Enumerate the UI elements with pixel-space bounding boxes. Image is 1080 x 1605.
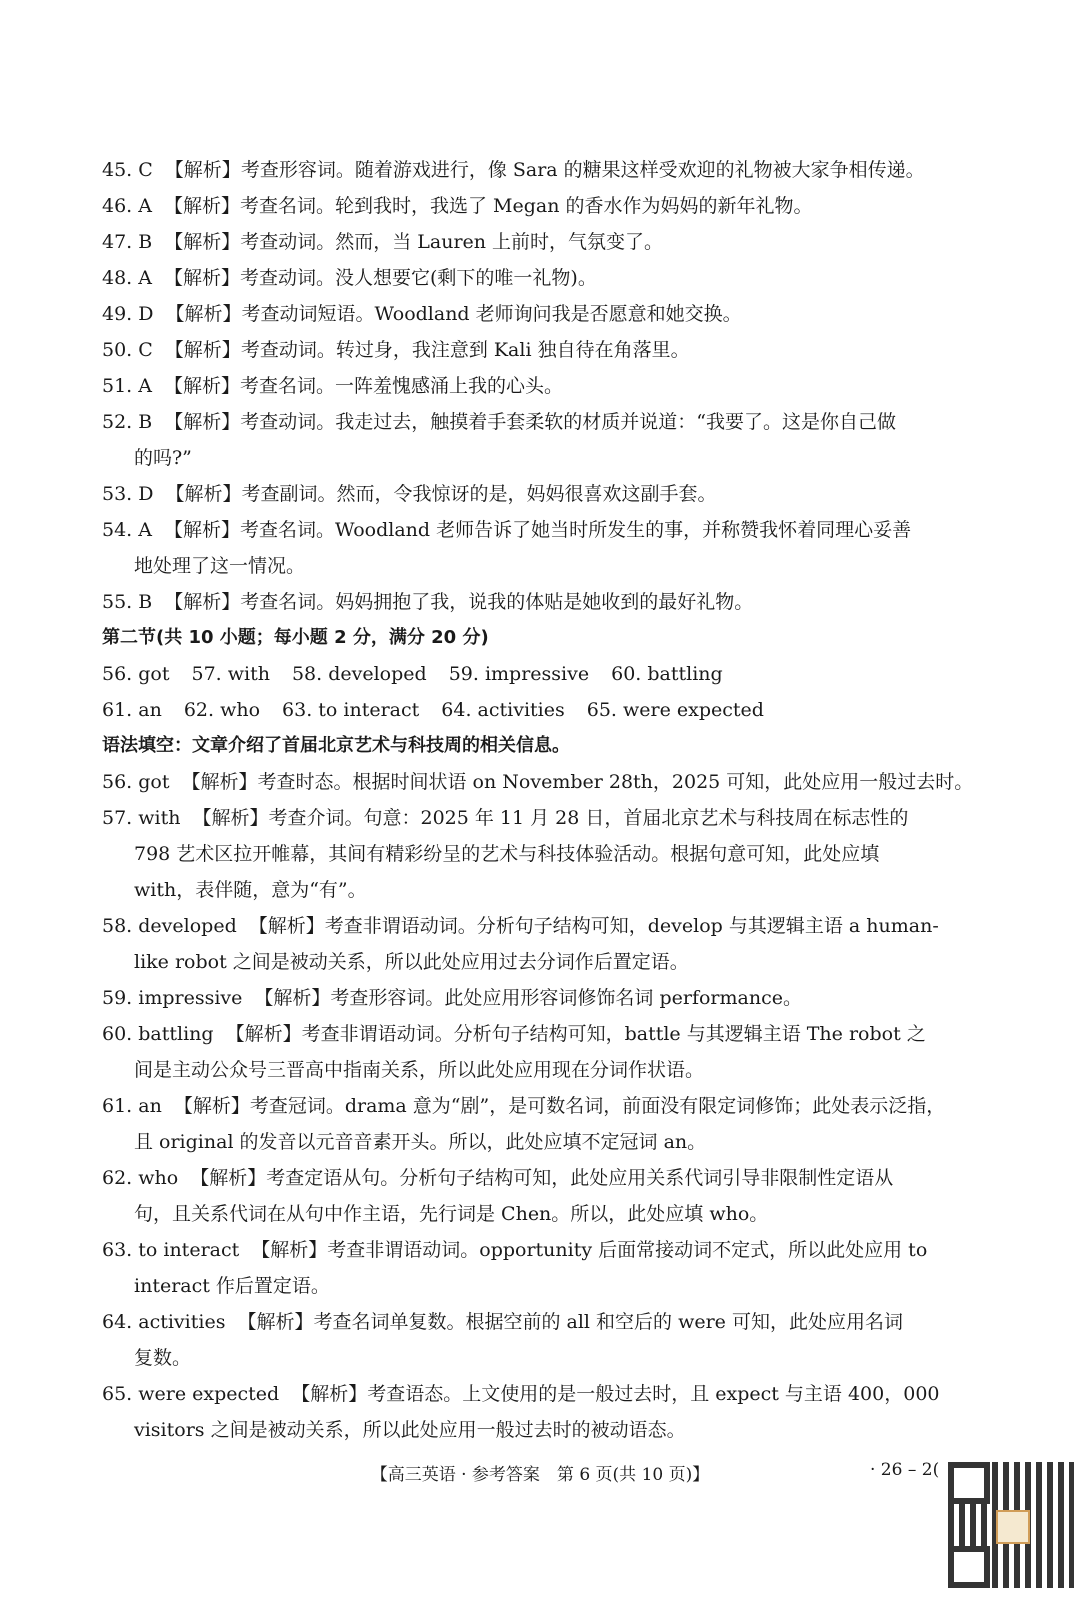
explanation-item bbox=[102, 908, 982, 980]
answer-row-1 bbox=[102, 656, 982, 692]
answer-row-2 bbox=[102, 692, 982, 728]
item-number: 59. impressive bbox=[102, 987, 243, 1009]
explanation-item bbox=[102, 584, 982, 620]
item-number: 52. B bbox=[102, 411, 153, 433]
explanation-item bbox=[102, 1376, 982, 1448]
analysis-text: 考查名词。Woodland 老师告诉了她当时所发生的事，并称赞我怀着同理心妥善 bbox=[240, 519, 912, 541]
analysis-label: 【解析】 bbox=[164, 159, 241, 181]
explanation-item bbox=[102, 188, 982, 224]
analysis-label: 【解析】 bbox=[163, 195, 240, 217]
analysis-text-continued: visitors 之间是被动关系，所以此处应用一般过去时的被动语态。 bbox=[134, 1419, 686, 1441]
item-number: 50. C bbox=[102, 339, 153, 361]
analysis-label: 【解析】 bbox=[181, 771, 258, 793]
analysis-text-continued: 的吗?” bbox=[134, 447, 192, 469]
analysis-label: 【解析】 bbox=[163, 519, 240, 541]
analysis-label: 【解析】 bbox=[225, 1023, 302, 1045]
analysis-label: 【解析】 bbox=[248, 915, 325, 937]
analysis-label: 【解析】 bbox=[163, 267, 240, 289]
analysis-text: 考查非谓语动词。分析句子结构可知，battle 与其逻辑主语 The robot 之 bbox=[301, 1023, 926, 1045]
explanation-item bbox=[102, 476, 982, 512]
item-number: 45. C bbox=[102, 159, 153, 181]
explanation-item bbox=[102, 800, 982, 908]
item-number: 64. activities bbox=[102, 1311, 226, 1333]
analysis-text: 考查非谓语动词。opportunity 后面常接动词不定式，所以此处应用 to bbox=[327, 1239, 928, 1261]
analysis-label: 【解析】 bbox=[251, 1239, 328, 1261]
qr-logo-icon bbox=[996, 1510, 1030, 1544]
explanation-item bbox=[102, 1160, 982, 1232]
qr-code-icon bbox=[948, 1462, 1074, 1588]
analysis-text-continued: 间是主动公众号三晋高中指南关系，所以此处应用现在分词作状语。 bbox=[134, 1059, 705, 1081]
analysis-text-continued: with，表伴随，意为“有”。 bbox=[134, 879, 367, 901]
item-number: 61. an bbox=[102, 1095, 162, 1117]
answer-58: 58. developed bbox=[291, 663, 427, 685]
analysis-text: 考查定语从句。分析句子结构可知，此处应用关系代词引导非限制性定语从 bbox=[266, 1167, 894, 1189]
footer-code: · 26 – 2( bbox=[870, 1460, 940, 1480]
item-number: 46. A bbox=[102, 195, 152, 217]
analysis-text-continued: 复数。 bbox=[134, 1347, 192, 1369]
analysis-text-continued: 798 艺术区拉开帷幕，其间有精彩纷呈的艺术与科技体验活动。根据句意可知，此处应填 bbox=[134, 843, 880, 865]
answer-62: 62. who bbox=[183, 699, 261, 721]
answer-57: 57. with bbox=[191, 663, 270, 685]
item-number: 57. with bbox=[102, 807, 181, 829]
analysis-text-continued: like robot 之间是被动关系，所以此处应用过去分词作后置定语。 bbox=[134, 951, 689, 973]
analysis-text-continued: interact 作后置定语。 bbox=[134, 1275, 330, 1297]
footer-title: 【高三英语 · 参考答案 第 6 页(共 10 页)】 bbox=[370, 1465, 710, 1485]
explanation-item bbox=[102, 764, 982, 800]
analysis-text: 考查名词。轮到我时，我选了 Megan 的香水作为妈妈的新年礼物。 bbox=[240, 195, 813, 217]
explanation-item bbox=[102, 224, 982, 260]
explanation-item bbox=[102, 980, 982, 1016]
analysis-label: 【解析】 bbox=[164, 231, 241, 253]
item-number: 51. A bbox=[102, 375, 152, 397]
analysis-text-continued: 句，且关系代词在从句中作主语，先行词是 Chen。所以，此处应填 who。 bbox=[134, 1203, 769, 1225]
explanation-item bbox=[102, 260, 982, 296]
explanation-item bbox=[102, 296, 982, 332]
analysis-text: 考查介词。句意：2025 年 11 月 28 日，首届北京艺术与科技周在标志性的 bbox=[268, 807, 909, 829]
explanation-item bbox=[102, 404, 982, 476]
analysis-text-continued: 地处理了这一情况。 bbox=[134, 555, 306, 577]
analysis-text: 考查副词。然而，令我惊讶的是，妈妈很喜欢这副手套。 bbox=[241, 483, 717, 505]
grammar-explanations bbox=[102, 764, 982, 1448]
analysis-label: 【解析】 bbox=[164, 411, 241, 433]
analysis-text: 考查冠词。drama 意为“剧”，是可数名词，前面没有限定词修饰；此处表示泛指， bbox=[249, 1095, 946, 1117]
explanation-item bbox=[102, 1088, 982, 1160]
item-number: 49. D bbox=[102, 303, 154, 325]
analysis-label: 【解析】 bbox=[291, 1383, 368, 1405]
answer-60: 60. battling bbox=[611, 663, 723, 685]
analysis-label: 【解析】 bbox=[165, 303, 242, 325]
explanation-item bbox=[102, 1232, 982, 1304]
analysis-text: 考查语态。上文使用的是一般过去时，且 expect 与主语 400，000 bbox=[367, 1383, 940, 1405]
analysis-text: 考查动词。然而，当 Lauren 上前时，气氛变了。 bbox=[240, 231, 664, 253]
analysis-label: 【解析】 bbox=[164, 591, 241, 613]
explanation-item bbox=[102, 332, 982, 368]
answer-63: 63. to interact bbox=[282, 699, 420, 721]
analysis-text: 考查名词。一阵羞愧感涌上我的心头。 bbox=[240, 375, 564, 397]
item-number: 56. got bbox=[102, 771, 170, 793]
page-footer bbox=[0, 1460, 1080, 1485]
answer-content bbox=[102, 152, 982, 1448]
explanation-item bbox=[102, 368, 982, 404]
item-number: 63. to interact bbox=[102, 1239, 240, 1261]
item-number: 55. B bbox=[102, 591, 153, 613]
item-number: 54. A bbox=[102, 519, 152, 541]
analysis-text: 考查名词单复数。根据空前的 all 和空后的 were 可知，此处应用名词 bbox=[313, 1311, 903, 1333]
item-number: 47. B bbox=[102, 231, 153, 253]
explanation-item bbox=[102, 152, 982, 188]
analysis-label: 【解析】 bbox=[237, 1311, 314, 1333]
analysis-text: 考查形容词。随着游戏进行，像 Sara 的糖果这样受欢迎的礼物被大家争相传递。 bbox=[240, 159, 925, 181]
item-number: 58. developed bbox=[102, 915, 237, 937]
analysis-text: 考查动词。转过身，我注意到 Kali 独自待在角落里。 bbox=[240, 339, 690, 361]
analysis-label: 【解析】 bbox=[190, 1167, 267, 1189]
analysis-label: 【解析】 bbox=[254, 987, 331, 1009]
answer-59: 59. impressive bbox=[448, 663, 590, 685]
explanation-item bbox=[102, 1304, 982, 1376]
analysis-text: 考查动词。我走过去，触摸着手套柔软的材质并说道：“我要了。这是你自己做 bbox=[240, 411, 896, 433]
cloze-explanations bbox=[102, 152, 982, 620]
answer-61: 61. an bbox=[102, 699, 162, 721]
item-number: 62. who bbox=[102, 1167, 179, 1189]
analysis-text: 考查名词。妈妈拥抱了我，说我的体贴是她收到的最好礼物。 bbox=[240, 591, 754, 613]
item-number: 53. D bbox=[102, 483, 154, 505]
answer-64: 64. activities bbox=[441, 699, 565, 721]
analysis-text: 考查形容词。此处应用形容词修饰名词 performance。 bbox=[330, 987, 802, 1009]
analysis-label: 【解析】 bbox=[164, 339, 241, 361]
item-number: 48. A bbox=[102, 267, 152, 289]
analysis-label: 【解析】 bbox=[173, 1095, 250, 1117]
explanation-item bbox=[102, 1016, 982, 1088]
analysis-text: 考查动词短语。Woodland 老师询问我是否愿意和她交换。 bbox=[241, 303, 742, 325]
analysis-text: 考查时态。根据时间状语 on November 28th，2025 可知，此处应用一般过去时。 bbox=[257, 771, 974, 793]
item-number: 60. battling bbox=[102, 1023, 214, 1045]
analysis-text: 考查动词。没人想要它(剩下的唯一礼物)。 bbox=[240, 267, 597, 289]
passage-heading: 语法填空：文章介绍了首届北京艺术与科技周的相关信息。 bbox=[102, 735, 570, 756]
analysis-text-continued: 且 original 的发音以元音音素开头。所以，此处应填不定冠词 an。 bbox=[134, 1131, 707, 1153]
answer-56: 56. got bbox=[102, 663, 170, 685]
analysis-label: 【解析】 bbox=[192, 807, 269, 829]
analysis-text: 考查非谓语动词。分析句子结构可知，develop 与其逻辑主语 a human- bbox=[324, 915, 939, 937]
item-number: 65. were expected bbox=[102, 1383, 280, 1405]
section-heading: 第二节(共 10 小题；每小题 2 分，满分 20 分) bbox=[102, 627, 489, 648]
explanation-item bbox=[102, 512, 982, 584]
analysis-label: 【解析】 bbox=[163, 375, 240, 397]
answer-65: 65. were expected bbox=[586, 699, 764, 721]
analysis-label: 【解析】 bbox=[165, 483, 242, 505]
